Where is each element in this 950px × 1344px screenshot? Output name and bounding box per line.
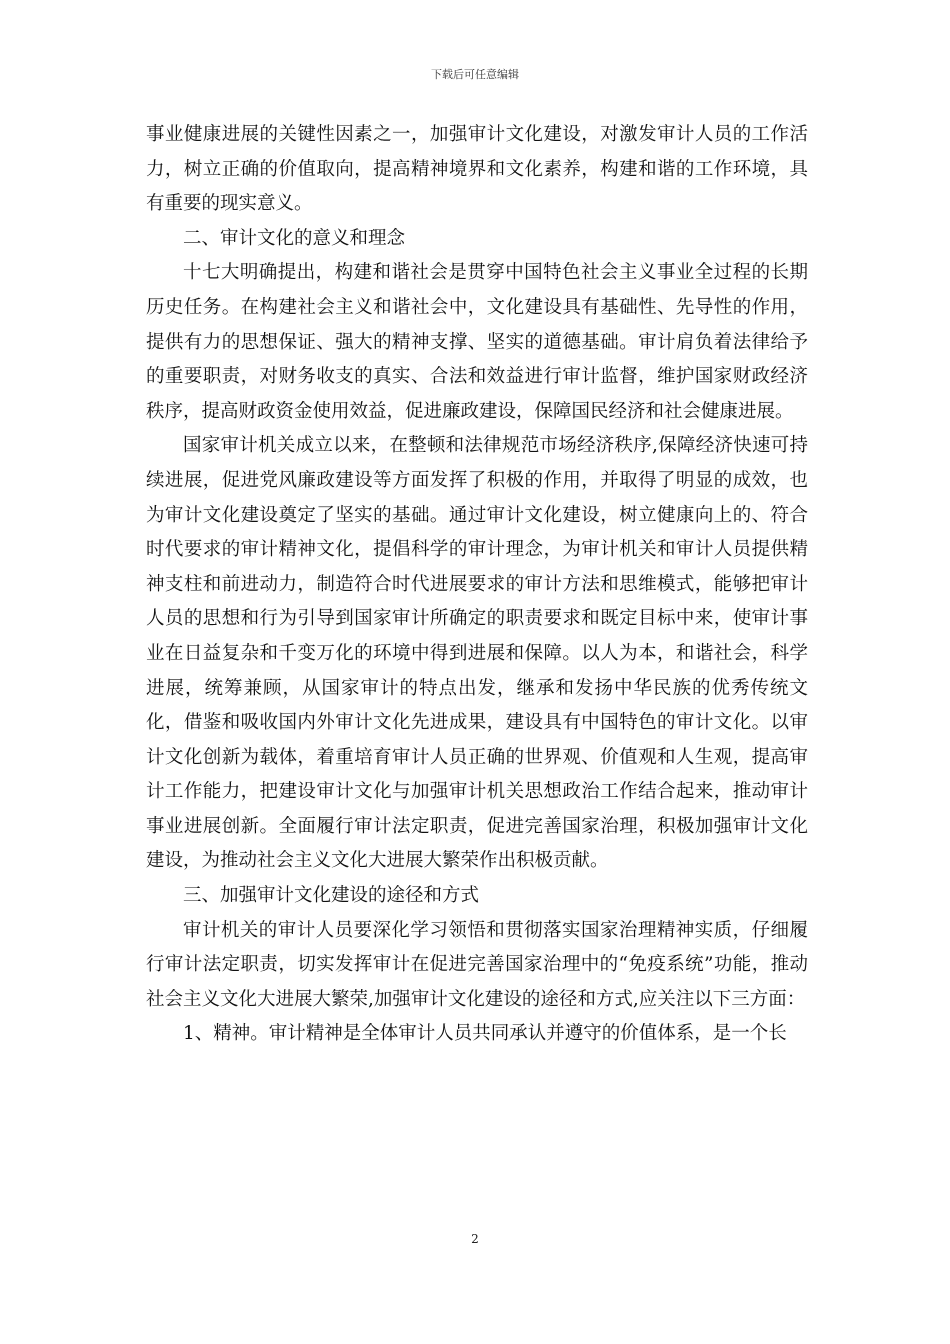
paragraph: 审计机关的审计人员要深化学习领悟和贯彻落实国家治理精神实质，仔细履行审计法定职责，切实发挥审计在促进完善国家治理中的“免疫系统”功能，推动社会主义文化大进展大繁荣,加强审计文化建设的途径和方式,应关注以下三方面：: [146, 919, 808, 1010]
section-heading: 二、审计文化的意义和理念: [183, 227, 406, 249]
paragraph: 十七大明确提出，构建和谐社会是贯穿中国特色社会主义事业全过程的长期历史任务。在构建社会主义和谐社会中，文化建设具有基础性、先导性的作用，提供有力的思想保证、强大的精神支撑、坚实的道德基础。审计肩负着法律给予的重要职责，对财务收支的真实、合法和效益进行审计监督，维护国家财政经济秩序，提高财政资金使用效益，促进廉政建设，保障国民经济和社会健康进展。: [146, 262, 808, 422]
section-heading: 三、加强审计文化建设的途径和方式: [183, 885, 480, 907]
paragraph: 1、精神。审计精神是全体审计人员共同承认并遵守的价值体系，是一个长: [183, 1023, 787, 1045]
paragraph: 事业健康进展的关键性因素之一，加强审计文化建设，对激发审计人员的工作活力，树立正确的价值取向，提高精神境界和文化素养，构建和谐的工作环境，具有重要的现实意义。: [146, 124, 808, 215]
page-number: 2: [471, 1232, 479, 1246]
page-header: 下载后可任意编辑: [431, 68, 519, 81]
document-body: [146, 118, 808, 1052]
paragraph: 国家审计机关成立以来，在整顿和法律规范市场经济秩序,保障经济快速可持续进展，促进党风廉政建设等方面发挥了积极的作用，并取得了明显的成效，也为审计文化建设奠定了坚实的基础。通过审计文化建设，树立健康向上的、符合时代要求的审计精神文化，提倡科学的审计理念，为审计机关和审计人员提供精神支柱和前进动力，制造符合时代进展要求的审计方法和思维模式，能够把审计人员的思想和行为引导到国家审计所确定的职责要求和既定目标中来，使审计事业在日益复杂和千变万化的环境中得到进展和保障。以人为本，和谐社会，科学进展，统筹兼顾，从国家审计的特点出发，继承和发扬中华民族的优秀传统文化，借鉴和吸收国内外审计文化先进成果，建设具有中国特色的审计文化。以审计文化创新为载体，着重培育审计人员正确的世界观、价值观和人生观，提高审计工作能力，把建设审计文化与加强审计机关思想政治工作结合起来，推动审计事业进展创新。全面履行审计法定职责，促进完善国家治理，积极加强审计文化建设，为推动社会主义文化大进展大繁荣作出积极贡献。: [146, 435, 808, 872]
